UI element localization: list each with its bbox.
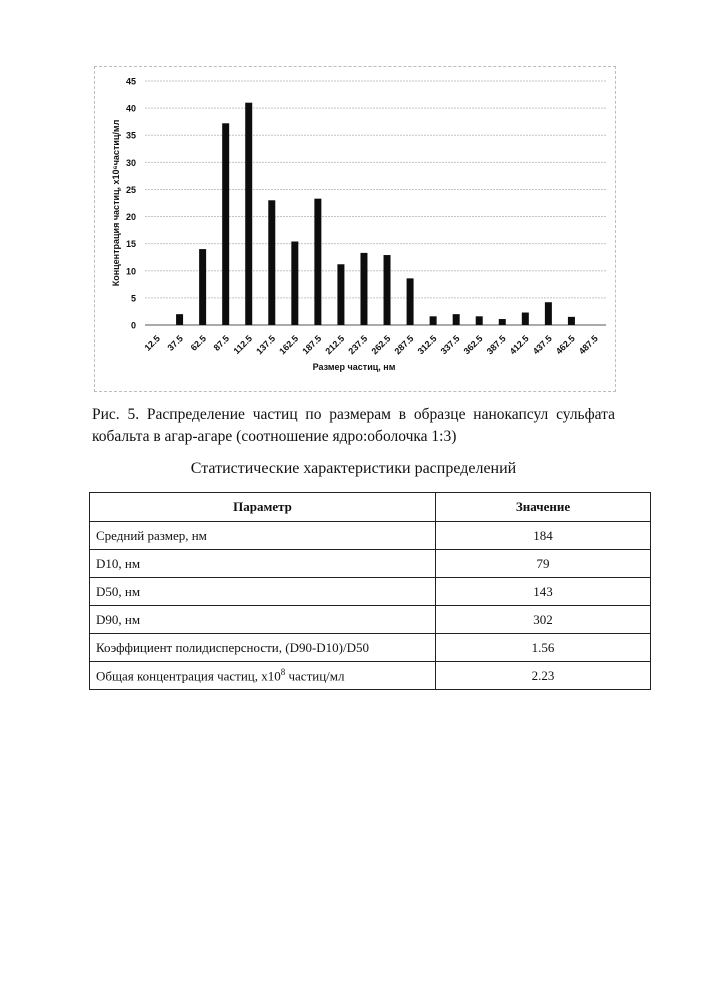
table-row: [90, 550, 651, 578]
row-param: D50, нм: [90, 578, 436, 606]
y-tick-label: 35: [126, 131, 136, 141]
row-value: 2.23: [436, 662, 651, 690]
x-tick-label: 437.5: [531, 333, 554, 356]
x-tick-label: 412.5: [508, 333, 531, 356]
caption-line-1: Рис. 5. Распределение частиц по размерам в образце нанокапсул сульфата: [92, 404, 615, 426]
bar: [407, 278, 414, 325]
bar: [199, 249, 206, 325]
bar: [314, 199, 321, 325]
table-title: Статистические характеристики распределений: [0, 460, 707, 478]
y-tick-label: 10: [126, 266, 136, 276]
row-value: 1.56: [436, 634, 651, 662]
x-tick-label: 312.5: [416, 333, 439, 356]
bar: [476, 316, 483, 325]
x-tick-label: 237.5: [346, 333, 369, 356]
row-param: D10, нм: [90, 550, 436, 578]
x-tick-label: 137.5: [254, 333, 277, 356]
bar: [545, 302, 552, 325]
table-row: [90, 606, 651, 634]
bar: [291, 241, 298, 325]
x-tick-label: 462.5: [554, 333, 577, 356]
bar: [384, 255, 391, 325]
x-tick-label: 12.5: [142, 333, 161, 352]
bar: [245, 103, 252, 325]
header-param: Параметр: [90, 493, 436, 522]
row-value: 143: [436, 578, 651, 606]
x-tick-label: 212.5: [323, 333, 346, 356]
param-prefix: Общая концентрация частиц, х10: [96, 668, 281, 683]
row-param: [90, 662, 436, 690]
row-value: 302: [436, 606, 651, 634]
x-tick-label: 287.5: [392, 333, 415, 356]
bar: [430, 316, 437, 325]
x-tick-label: 112.5: [231, 333, 254, 356]
y-tick-label: 0: [131, 321, 136, 331]
bar: [222, 123, 229, 325]
y-tick-label: 25: [126, 185, 136, 195]
statistics-table: [89, 492, 651, 690]
row-value: 184: [436, 522, 651, 550]
y-tick-label: 20: [126, 212, 136, 222]
x-tick-label: 37.5: [166, 333, 185, 352]
param-suffix: частиц/мл: [285, 668, 344, 683]
bar: [568, 317, 575, 325]
x-tick-label: 87.5: [212, 333, 231, 352]
row-param: Коэффициент полидисперсности, (D90-D10)/D50: [90, 634, 436, 662]
bar: [337, 264, 344, 325]
bar: [522, 313, 529, 325]
y-tick-label: 5: [131, 293, 136, 303]
row-value: 79: [436, 550, 651, 578]
x-axis-title: Размер частиц, нм: [313, 362, 396, 372]
row-param: Средний размер, нм: [90, 522, 436, 550]
bar: [360, 253, 367, 325]
bar: [499, 319, 506, 325]
header-value: Значение: [436, 493, 651, 522]
row-param: D90, нм: [90, 606, 436, 634]
table-header-row: [90, 493, 651, 522]
x-tick-label: 187.5: [300, 333, 323, 356]
x-tick-label: 487.5: [577, 333, 600, 356]
bar: [453, 314, 460, 325]
x-tick-label: 337.5: [439, 333, 462, 356]
bar-chart: [94, 66, 616, 392]
y-tick-label: 40: [126, 104, 136, 114]
table-row: [90, 634, 651, 662]
x-tick-label: 62.5: [189, 333, 208, 352]
param-superscript: 8: [281, 667, 286, 677]
table-row: [90, 522, 651, 550]
x-tick-label: 387.5: [485, 333, 508, 356]
table-row: [90, 662, 651, 690]
caption-line-2: кобальта в агар-агаре (соотношение ядро:оболочка 1:3): [92, 426, 615, 448]
y-tick-label: 45: [126, 77, 136, 87]
x-tick-label: 262.5: [369, 333, 392, 356]
x-tick-label: 362.5: [462, 333, 485, 356]
x-tick-label: 162.5: [277, 333, 300, 356]
table-row: [90, 578, 651, 606]
bar: [176, 314, 183, 325]
y-tick-label: 15: [126, 239, 136, 249]
y-tick-label: 30: [126, 158, 136, 168]
y-axis-title: Концентрация частиц, х10⁶частиц/мл: [111, 119, 121, 286]
figure-caption: [92, 404, 615, 448]
bar: [268, 200, 275, 325]
